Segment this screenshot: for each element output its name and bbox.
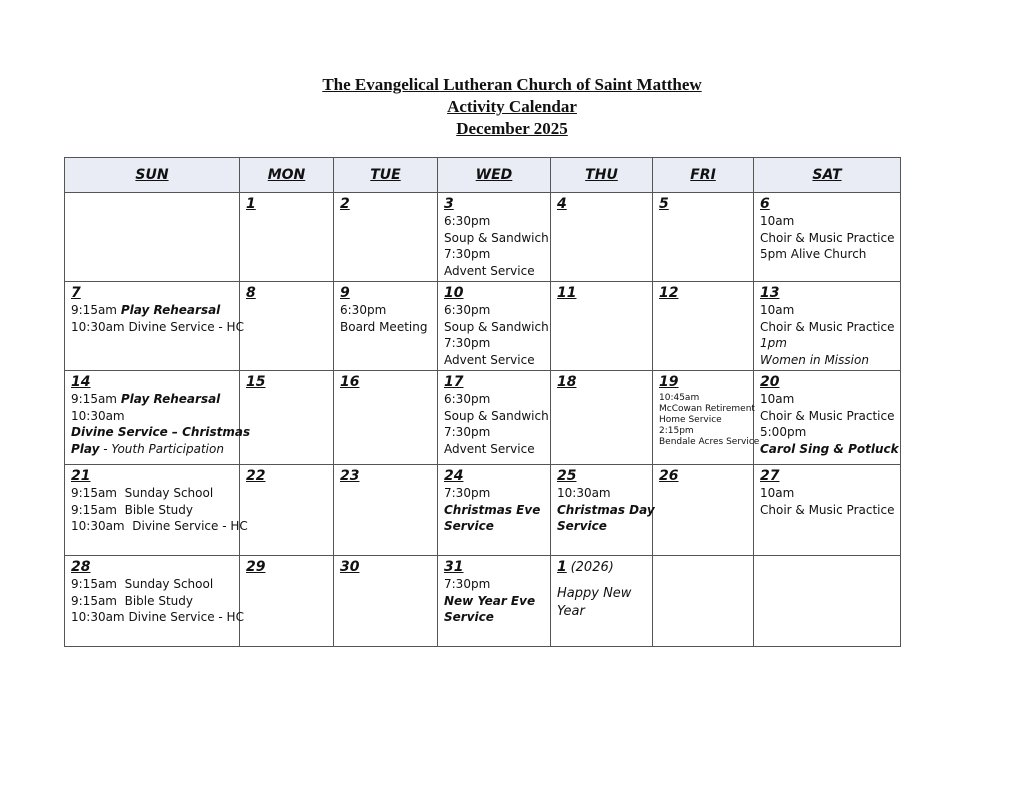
day-number: 10 [444,285,464,301]
day-cell-29 [240,556,334,647]
event-line: 7:30pm [444,336,491,350]
event-line: Choir & Music Practice [760,408,895,423]
week-row-5 [65,556,901,647]
event-line: 7:30pm [444,577,491,591]
day-number: 25 [557,468,577,484]
day-number: 28 [71,559,91,575]
event-line: Advent Service [444,441,535,456]
event-time: 9:15am [71,392,117,406]
day-cell-30 [334,556,438,647]
day-number: 21 [71,468,91,484]
event-line: 1pm [760,336,787,350]
weekday-tue: TUE [334,158,438,193]
event-line: Board Meeting [340,319,428,334]
day-number: 22 [246,468,266,484]
day-cell-24 [438,465,551,556]
day-cell-9 [334,282,438,371]
day-cell-20 [754,371,901,465]
weekday-thu: THU [551,158,653,193]
weekday-fri: FRI [653,158,754,193]
day-cell-4 [551,193,653,282]
event-title: Play Rehearsal [120,392,221,406]
event-line: New Year Eve [444,593,536,608]
event-line: 6:30pm [444,214,491,228]
day-number: 26 [659,468,679,484]
day-cell-3 [438,193,551,282]
event-line [71,391,233,408]
day-number: 16 [340,374,360,390]
event-line: Service [444,610,494,624]
weekday-sat: SAT [754,158,901,193]
day-number: 15 [246,374,266,390]
event-line: 7:30pm [444,486,491,500]
day-cell-1 [240,193,334,282]
event-line: Soup & Sandwich [444,319,549,334]
event-line: 10:45am [659,393,700,403]
event-line: 10:30am Divine Service - HC [71,319,244,334]
day-cell-empty [754,556,901,647]
week-row-4 [65,465,901,556]
day-cell-10 [438,282,551,371]
day-number: 18 [557,374,577,390]
event-time: 9:15am [71,303,117,317]
event-line: Home Service [659,415,722,425]
week-row-1 [65,193,901,282]
day-cell-16 [334,371,438,465]
event-line: 6:30pm [444,303,491,317]
day-cell-19 [653,371,760,465]
day-number: 2 [340,196,350,212]
day-cell-14 [65,371,251,465]
event-line: Year [557,603,585,619]
event-line: Christmas Day [557,502,655,517]
day-number: 27 [760,468,780,484]
day-number: 4 [557,196,567,212]
event-line: Women in Mission [760,352,869,367]
event-title: Play Rehearsal [120,303,221,317]
event-line: 10:30am [557,486,611,500]
event-note: - Youth Participation [99,441,224,456]
weekday-mon: MON [240,158,334,193]
day-number: 7 [71,285,81,301]
event-line: 10am [760,392,795,406]
day-cell-11 [551,282,653,371]
day-cell-jan-1 [551,556,653,647]
event-line: 9:15am Sunday School [71,577,214,591]
event-line: 10:30am [71,408,125,423]
event-line: 10am [760,214,795,228]
event-line: Choir & Music Practice [760,230,895,245]
day-number: 31 [444,559,464,575]
day-cell-28 [65,556,244,647]
event-title: Play [71,441,100,456]
day-cell-6 [754,193,901,282]
day-cell-5 [653,193,754,282]
event-line: Carol Sing & Potluck [760,441,899,456]
event-line: 10am [760,486,795,500]
day-cell-2 [334,193,438,282]
day-cell-26 [653,465,754,556]
event-line: Happy New [557,585,632,601]
day-number: 5 [659,196,669,212]
day-cell-27 [754,465,901,556]
event-line: Advent Service [444,352,535,367]
event-line: Soup & Sandwich [444,230,549,245]
day-cell-13 [754,282,901,371]
day-number: 29 [246,559,266,575]
day-number: 20 [760,374,780,390]
event-line: Choir & Music Practice [760,502,895,517]
day-cell-7 [65,282,244,371]
event-line: 10:30am Divine Service - HC [71,519,248,533]
weekday-sun: SUN [65,158,240,193]
event-line: Service [444,519,494,533]
day-number: 30 [340,559,360,575]
day-number: 19 [659,374,679,390]
event-line: McCowan Retirement [659,404,755,414]
event-line: 6:30pm [340,303,387,317]
day-number: 11 [557,285,577,301]
day-cell-25 [551,465,653,556]
event-line: 9:15am Bible Study [71,593,193,608]
day-cell-31 [438,556,551,647]
church-title: The Evangelical Lutheran Church of Saint Matthew [322,75,702,94]
day-cell-empty [653,556,754,647]
week-row-2 [65,282,901,371]
day-number: 23 [340,468,360,484]
event-line: 5:00pm [760,425,807,439]
week-row-3 [65,371,901,465]
year-note: (2026) [570,560,614,575]
day-number: 12 [659,285,679,301]
event-line: Divine Service – Christmas [71,425,251,439]
event-line: 9:15am Bible Study [71,502,193,517]
day-number: 6 [760,196,770,212]
weekday-wed: WED [438,158,551,193]
event-line: Soup & Sandwich [444,408,549,423]
event-line [71,441,233,458]
calendar-grid [64,157,901,647]
day-number: 3 [444,196,454,212]
event-line: Service [557,519,607,533]
weekday-header-row [65,158,901,193]
day-number: 8 [246,285,256,301]
day-cell-17 [438,371,551,465]
day-number: 17 [444,374,464,390]
event-line: 7:30pm [444,247,491,261]
event-line: 10am [760,303,795,317]
event-line: Christmas Eve [444,502,541,517]
day-cell-15 [240,371,334,465]
day-number: 14 [71,374,91,390]
day-cell-empty [65,193,240,282]
event-line [71,302,233,319]
day-cell-22 [240,465,334,556]
calendar-subtitle: Activity Calendar [447,97,577,116]
event-line: 5pm Alive Church [760,247,867,261]
day-number: 9 [340,285,350,301]
day-cell-8 [240,282,334,371]
event-line: 9:15am Sunday School [71,486,214,500]
event-line: 10:30am Divine Service - HC [71,610,244,624]
day-number: 24 [444,468,464,484]
event-line: Advent Service [444,263,535,278]
event-line: 7:30pm [444,425,491,439]
day-number: 13 [760,285,780,301]
day-number: 1 [557,559,567,575]
event-line: 6:30pm [444,392,491,406]
day-cell-18 [551,371,653,465]
day-cell-23 [334,465,438,556]
calendar-month: December 2025 [456,119,568,138]
event-line: Choir & Music Practice [760,319,895,334]
day-cell-21 [65,465,248,556]
event-line: Bendale Acres Service [659,437,760,447]
event-line: 2:15pm [659,426,694,436]
day-cell-12 [653,282,754,371]
day-number: 1 [246,196,256,212]
